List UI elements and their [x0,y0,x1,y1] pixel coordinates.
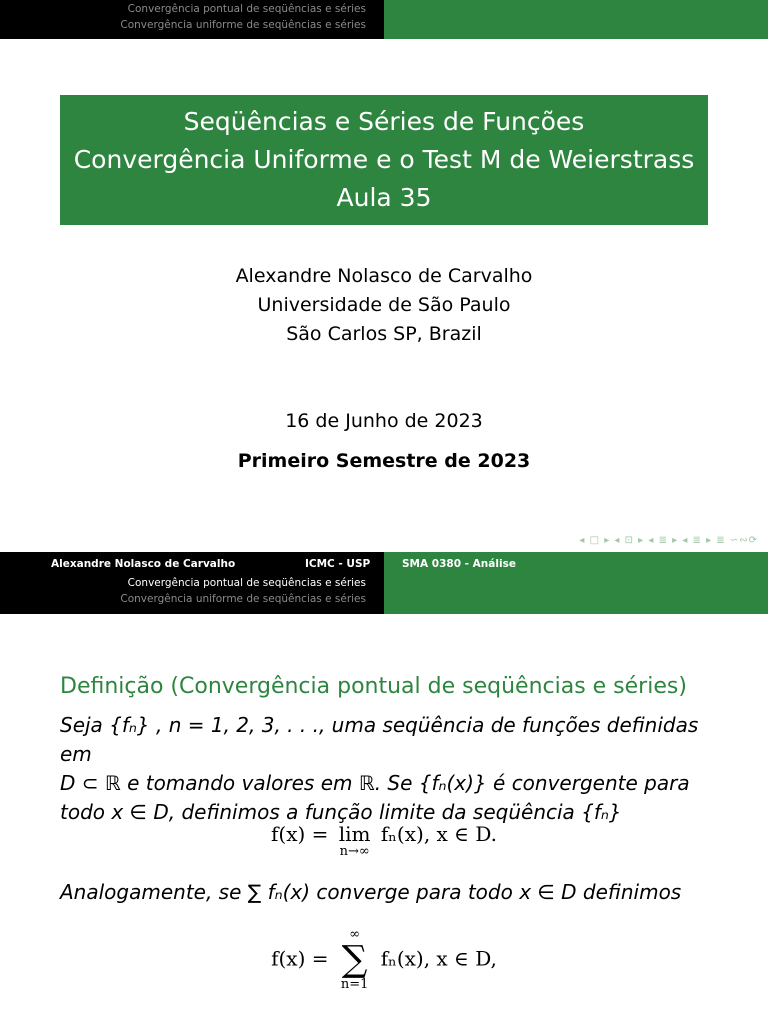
title-block [60,95,708,225]
limit-operator [339,822,371,859]
slide2-header-left [0,572,384,614]
author-block [0,262,768,349]
series-eq-left: f(x) = [271,946,329,971]
header-section-1[interactable]: Convergência pontual de seqüências e séries [127,3,366,15]
sum-upper-limit: ∞ [349,927,361,942]
limit-equation [0,822,768,859]
author-name: Alexandre Nolasco de Carvalho [235,265,533,287]
date: 16 de Junho de 2023 [285,410,483,432]
institution: Universidade de São Paulo [257,294,511,316]
top-header-right [384,0,768,39]
series-eq-right: fₙ(x), x ∈ D, [380,946,497,971]
summation-operator [341,928,369,992]
title-line-2: Convergência Uniforme e o Test M de Weierstrass [73,145,695,174]
limit-subscript: n→∞ [339,844,370,859]
definition-line-1: Seja {fₙ} , n = 1, 2, 3, . . ., uma seqüência de funções definidas em [60,713,699,766]
slide2-header-section-2[interactable]: Convergência uniforme de seqüências e séries [120,593,366,605]
analogous-text: Analogamente, se ∑ fₙ(x) converge para todo x ∈ D definimos [60,880,682,904]
semester: Primeiro Semestre de 2023 [237,450,531,472]
definition-body [60,711,720,827]
title-line-1: Seqüências e Séries de Funções [183,107,585,136]
slide2-header-section-1[interactable]: Convergência pontual de seqüências e séries [127,577,366,589]
location: São Carlos SP, Brazil [286,323,482,345]
slide2-header-right [384,572,768,614]
footer-affiliation: ICMC - USP [305,558,371,570]
footer-author: Alexandre Nolasco de Carvalho [51,558,236,570]
definition-title: Definição (Convergência pontual de seqüências e séries) [60,674,687,699]
footer-course: SMA 0380 - Análise [402,558,516,570]
top-header-left [0,0,384,39]
definition-line-2: D ⊂ ℝ e tomando valores em ℝ. Se {fₙ(x)} é convergente para [60,771,690,795]
limit-symbol: lim [338,822,371,846]
sum-symbol: ∑ [341,939,368,980]
sum-lower-limit: n=1 [340,977,369,992]
limit-eq-right: fₙ(x), x ∈ D. [380,822,498,846]
limit-eq-left: f(x) = [270,822,329,846]
series-equation [0,928,768,992]
definition-line-3: todo x ∈ D, definimos a função limite da seqüência {fₙ} [60,800,622,824]
beamer-navigation-icons[interactable]: ◂ □ ▸ ◂ ⊡ ▸ ◂ ≣ ▸ ◂ ≣ ▸ ≣ ∽∾⟳ [579,535,758,546]
title-line-3: Aula 35 [336,183,432,212]
header-section-2[interactable]: Convergência uniforme de seqüências e séries [120,19,366,31]
